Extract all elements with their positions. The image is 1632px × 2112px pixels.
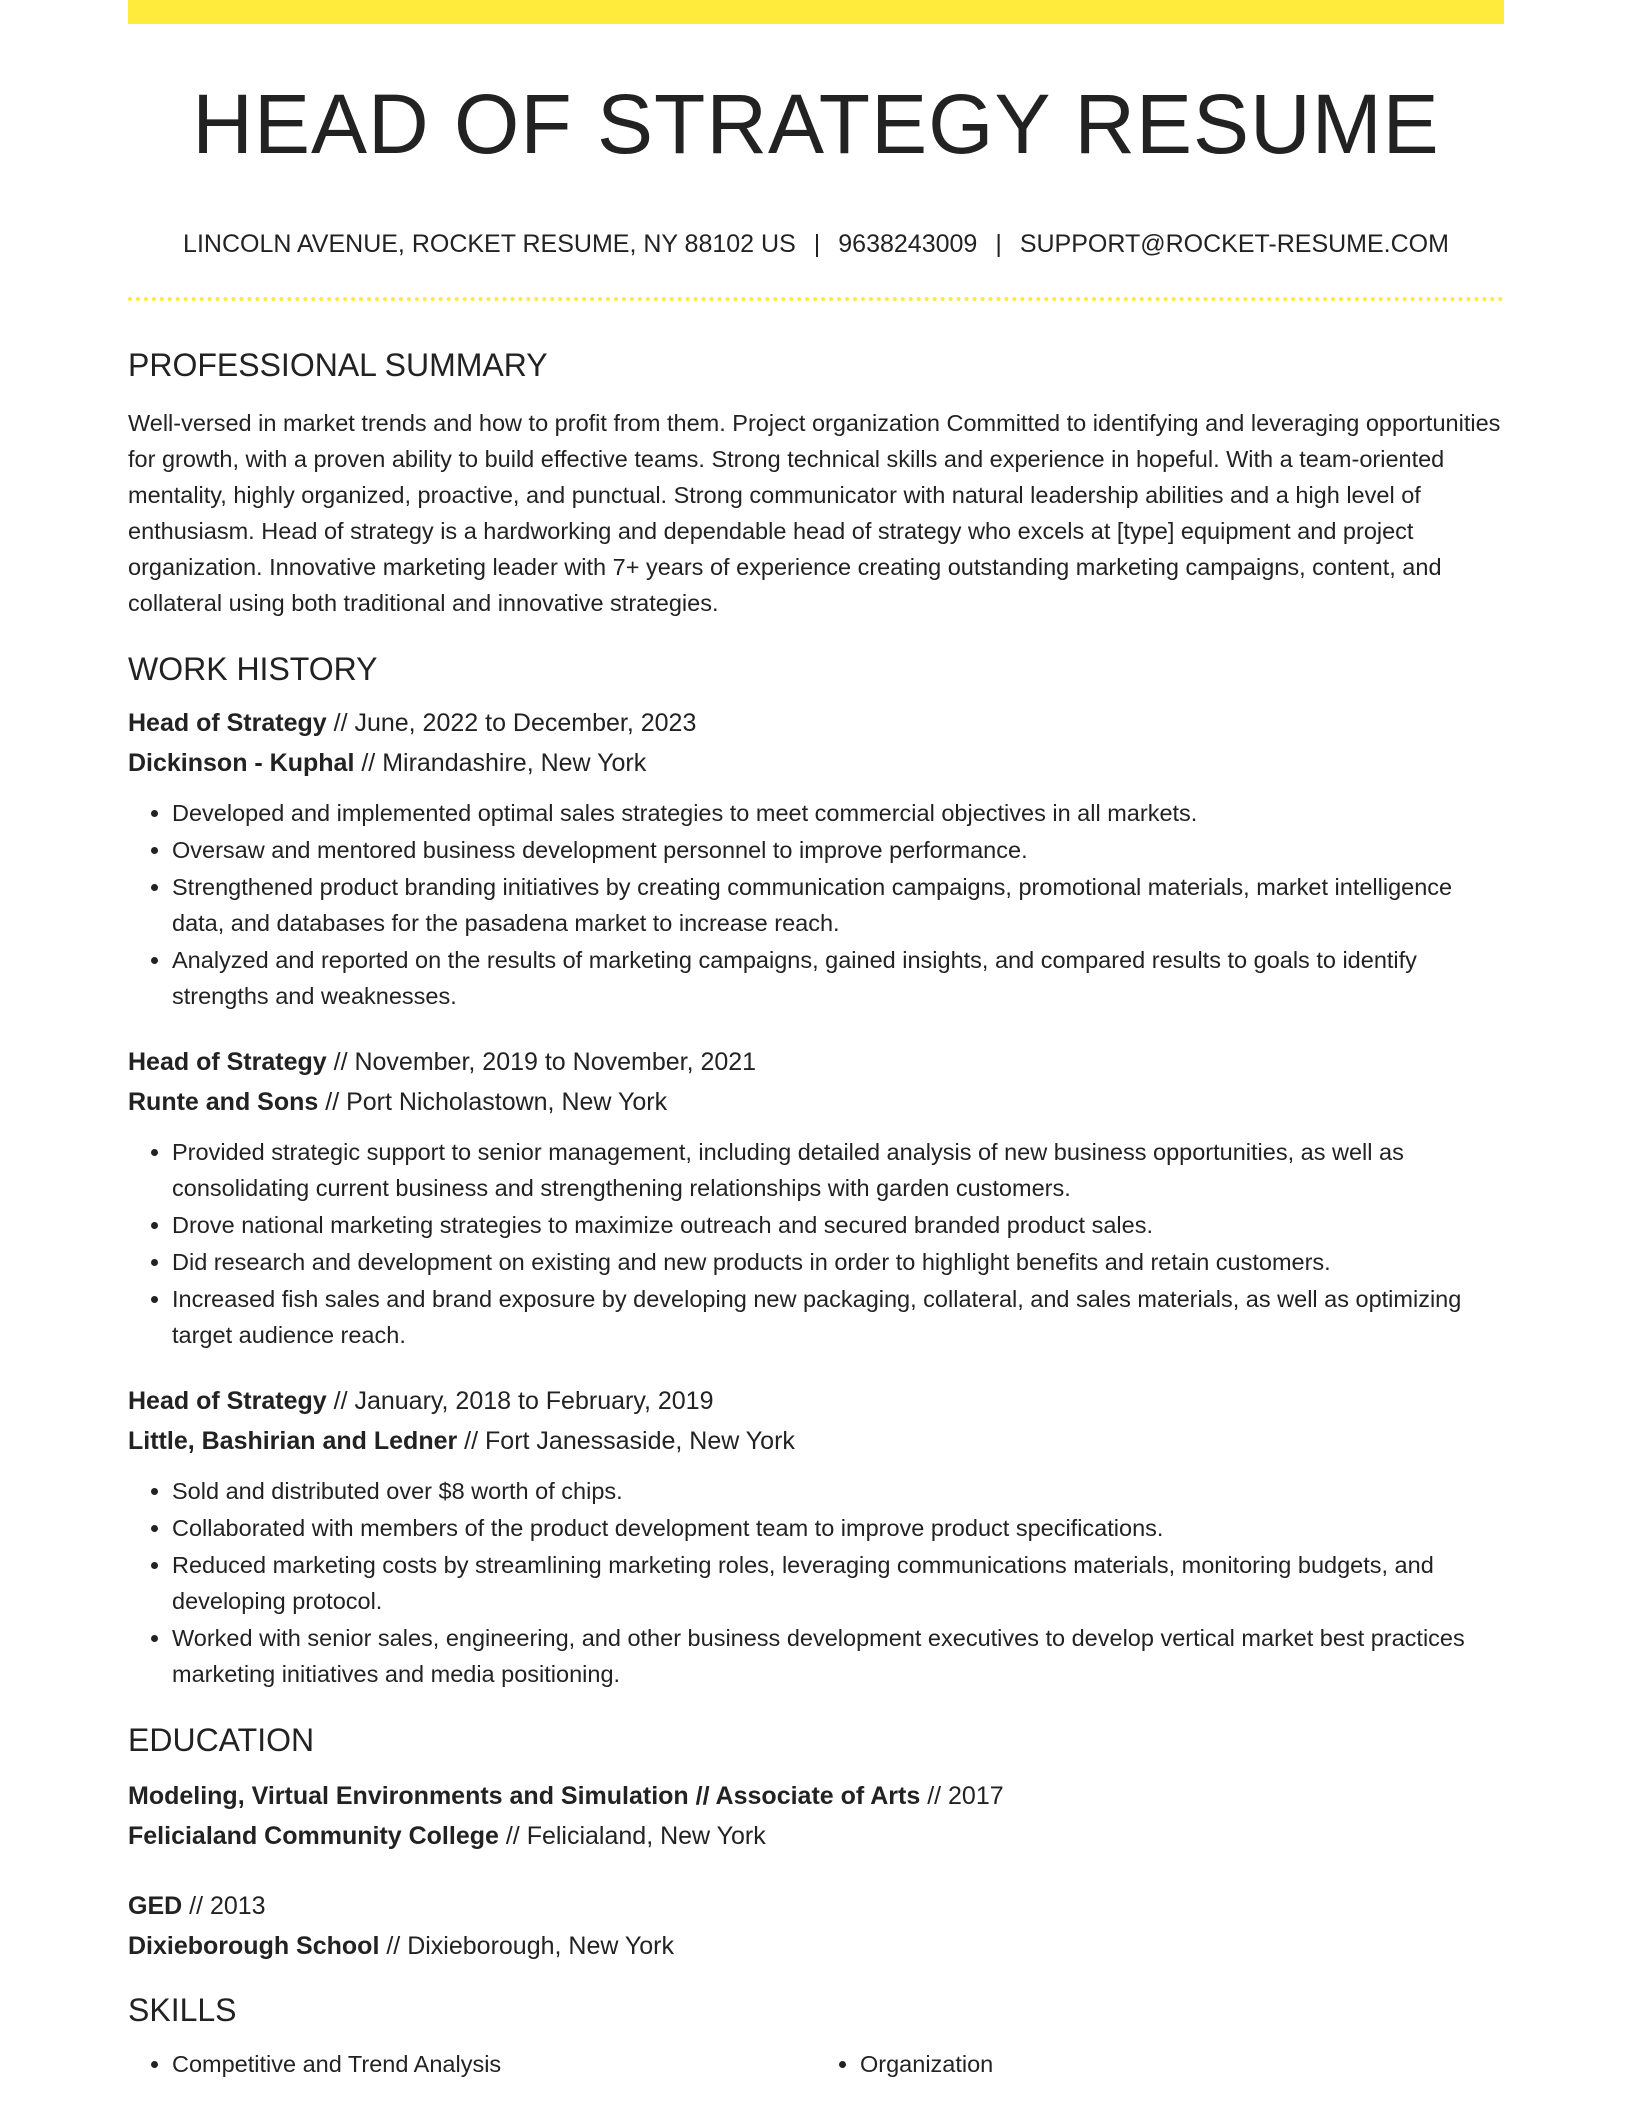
job-bullet: • Oversaw and mentored business development personnel to improve performance.: [172, 832, 1504, 868]
skill-item: • Organization: [860, 2046, 1504, 2082]
education-school-line: [128, 1926, 1504, 1966]
education-heading: EDUCATION: [128, 1722, 315, 1758]
resume-page: [128, 0, 1504, 2083]
job-title-line: [128, 1381, 1504, 1421]
contact-separator: |: [995, 230, 1002, 258]
education-location: // Felicialand, New York: [498, 1822, 766, 1850]
job-bullet: • Sold and distributed over $8 worth of chips.: [172, 1473, 1504, 1509]
job-location: // Mirandashire, New York: [354, 749, 647, 777]
job-company-line: [128, 1421, 1504, 1461]
summary-text: Well-versed in market trends and how to profit from them. Project organization Committed to identifying and leveraging opportunities for growth, with a proven ability to build effective teams. Strong technical skills and experience in hopeful. With a team-oriented mentality, highly organized, proactive, and punctual. Strong communicator with natural leadership abilities and a high level of enthusiasm. Head of strategy is a hardworking and dependable head of strategy who excels at [type] equipment and project organization. Innovative marketing leader with 7+ years of experience creating outstanding marketing campaigns, content, and collateral using both traditional and innovative strategies.: [128, 410, 1501, 616]
skills-heading: SKILLS: [128, 1992, 237, 2028]
skills-list-right: [816, 2046, 1504, 2083]
education-degree-line: [128, 1886, 1504, 1926]
summary-heading: PROFESSIONAL SUMMARY: [128, 347, 548, 383]
job-bullet: • Analyzed and reported on the results of marketing campaigns, gained insights, and compared results to goals to identify strengths and weaknesses.: [172, 942, 1504, 1014]
education-year: // 2013: [182, 1892, 266, 1920]
skill-item: • Competitive and Trend Analysis: [172, 2046, 816, 2082]
contact-phone: 9638243009: [838, 230, 978, 258]
job-bullet: • Provided strategic support to senior management, including detailed analysis of new business opportunities, as well as consolidating current business and strengthening relationships with garden customers.: [172, 1134, 1504, 1206]
job-bullet: • Collaborated with members of the product development team to improve product specifications.: [172, 1510, 1504, 1546]
contact-separator: |: [813, 230, 821, 258]
job-bullet: • Worked with senior sales, engineering, and other business development executives to develop vertical market best practices marketing initiatives and media positioning.: [172, 1620, 1504, 1692]
education-location: // Dixieborough, New York: [379, 1932, 675, 1960]
education-degree: GED: [128, 1892, 183, 1920]
job-bullets: [128, 1134, 1504, 1353]
skills-list-left: [128, 2046, 816, 2083]
education-school: Felicialand Community College: [128, 1822, 499, 1850]
job-role: Head of Strategy: [128, 1387, 327, 1415]
job-entry: [128, 1042, 1504, 1353]
job-bullet: • Reduced marketing costs by streamlining marketing roles, leveraging communications materials, monitoring budgets, and developing protocol.: [172, 1547, 1504, 1619]
job-bullet: • Developed and implemented optimal sales strategies to meet commercial objectives in all markets.: [172, 795, 1504, 831]
job-title-line: [128, 703, 1504, 743]
job-company-line: [128, 1082, 1504, 1122]
job-dates: // January, 2018 to February, 2019: [326, 1387, 714, 1415]
job-location: // Port Nicholastown, New York: [318, 1088, 668, 1116]
job-bullet: • Drove national marketing strategies to maximize outreach and secured branded product sales.: [172, 1207, 1504, 1243]
job-dates: // November, 2019 to November, 2021: [326, 1048, 757, 1076]
job-role: Head of Strategy: [128, 1048, 327, 1076]
job-bullet: • Did research and development on existing and new products in order to highlight benefits and retain customers.: [172, 1244, 1504, 1280]
work-history-heading: WORK HISTORY: [128, 651, 378, 687]
education-school: Dixieborough School: [128, 1932, 380, 1960]
education-entry: [128, 1776, 1504, 1856]
job-role: Head of Strategy: [128, 709, 327, 737]
job-company: Little, Bashirian and Ledner: [128, 1427, 458, 1455]
job-company: Runte and Sons: [128, 1088, 319, 1116]
education-school-line: [128, 1816, 1504, 1856]
job-company-line: [128, 743, 1504, 783]
job-bullet: • Increased fish sales and brand exposure by developing new packaging, collateral, and sales materials, as well as optimizing target audience reach.: [172, 1281, 1504, 1353]
contact-email: SUPPORT@ROCKET-RESUME.COM: [1019, 230, 1449, 258]
contact-line: [128, 232, 1504, 257]
contact-address: LINCOLN AVENUE, ROCKET RESUME, NY 88102 US: [183, 230, 796, 258]
resume-title: HEAD OF STRATEGY RESUME: [192, 77, 1440, 171]
education-year: // 2017: [920, 1782, 1004, 1810]
job-dates: // June, 2022 to December, 2023: [326, 709, 697, 737]
education-entry: [128, 1886, 1504, 1966]
education-degree-line: [128, 1776, 1504, 1816]
top-accent-bar: [128, 0, 1504, 24]
skills-columns: [128, 2046, 1504, 2083]
job-bullet: • Strengthened product branding initiatives by creating communication campaigns, promotional materials, market intelligence data, and databases for the pasadena market to increase reach.: [172, 869, 1504, 941]
job-bullets: [128, 795, 1504, 1014]
job-location: // Fort Janessaside, New York: [457, 1427, 795, 1455]
job-title-line: [128, 1042, 1504, 1082]
job-company: Dickinson - Kuphal: [128, 749, 355, 777]
job-bullets: [128, 1473, 1504, 1692]
job-entry: [128, 1381, 1504, 1692]
job-entry: [128, 703, 1504, 1014]
dotted-divider: [128, 297, 1504, 301]
education-degree: Modeling, Virtual Environments and Simulation // Associate of Arts: [128, 1782, 921, 1810]
